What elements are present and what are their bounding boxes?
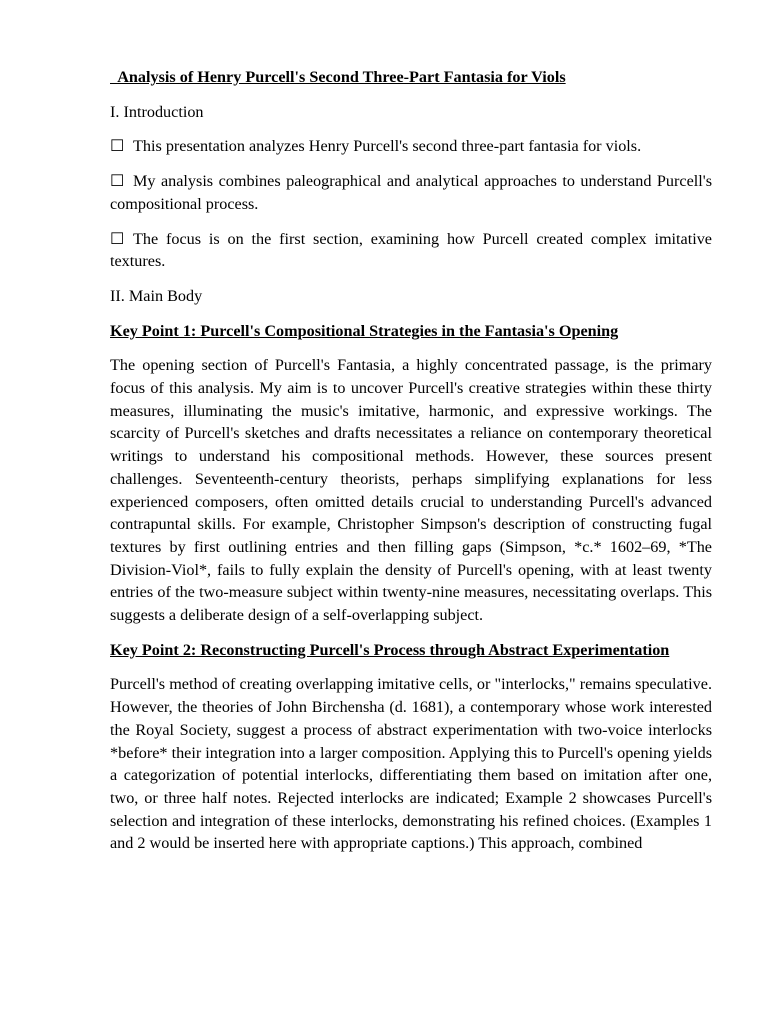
keypoint-1-heading: Key Point 1: Purcell's Compositional Strategies in the Fantasia's Opening: [110, 321, 619, 340]
bullet-text: This presentation analyzes Henry Purcell's second three-part fantasia for viols.: [133, 137, 642, 156]
document-title: Analysis of Henry Purcell's Second Three-Part Fantasia for Viols: [110, 68, 566, 86]
bullet-item: [110, 135, 712, 158]
bullet-text: The focus is on the first section, examining how Purcell created complex imitative textures.: [110, 229, 712, 271]
checkbox-icon: ☐: [110, 229, 125, 248]
bullet-item: [110, 170, 712, 215]
document-page: [110, 66, 712, 867]
keypoint-2-paragraph: Purcell's method of creating overlapping imitative cells, or "interlocks," remains speculative. However, the theories of John Birchensha (d. 1681), a contemporary whose work interested the Royal Society, suggest a process of abstract experimentation with two-voice interlocks *before* their integration into a larger composition. Applying this to Purcell's opening yields a categorization of potential interlocks, differentiating them based on imitation after one, two, or three half notes. Rejected interlocks are indicated; Example 2 showcases Purcell's selection and integration of these interlocks, demonstrating his refined choices. (Examples 1 and 2 would be inserted here with appropriate captions.) This approach, combined: [110, 675, 712, 853]
checkbox-icon: ☐: [110, 137, 125, 156]
keypoint-2-heading: Key Point 2: Reconstructing Purcell's Process through Abstract Experimentation: [110, 640, 670, 659]
section-heading-introduction: I. Introduction: [110, 102, 204, 121]
keypoint-1-paragraph: The opening section of Purcell's Fantasia, a highly concentrated passage, is the primary focus of this analysis. My aim is to uncover Purcell's creative strategies within these thirty measures, illuminating the music's imitative, harmonic, and expressive workings. The scarcity of Purcell's sketches and drafts necessitates a reliance on contemporary theoretical writings to understand his compositional methods. However, these sources present challenges. Seventeenth-century theorists, perhaps simplifying explanations for less experienced composers, often omitted details crucial to understanding Purcell's advanced contrapuntal skills. For example, Christopher Simpson's description of constructing fugal textures by first outlining entries and then filling gaps (Simpson, *c.* 1602–69, *The Division-Viol*, fails to fully explain the density of Purcell's opening, with at least twenty entries of the two-measure subject within twenty-nine measures, necessitating overlaps. This suggests a deliberate design of a self-overlapping subject.: [110, 356, 712, 625]
checkbox-icon: ☐: [110, 172, 125, 191]
bullet-text: My analysis combines paleographical and analytical approaches to understand Purcell's compositional process.: [110, 172, 712, 213]
section-heading-main-body: II. Main Body: [110, 286, 203, 305]
bullet-item: [110, 228, 712, 273]
